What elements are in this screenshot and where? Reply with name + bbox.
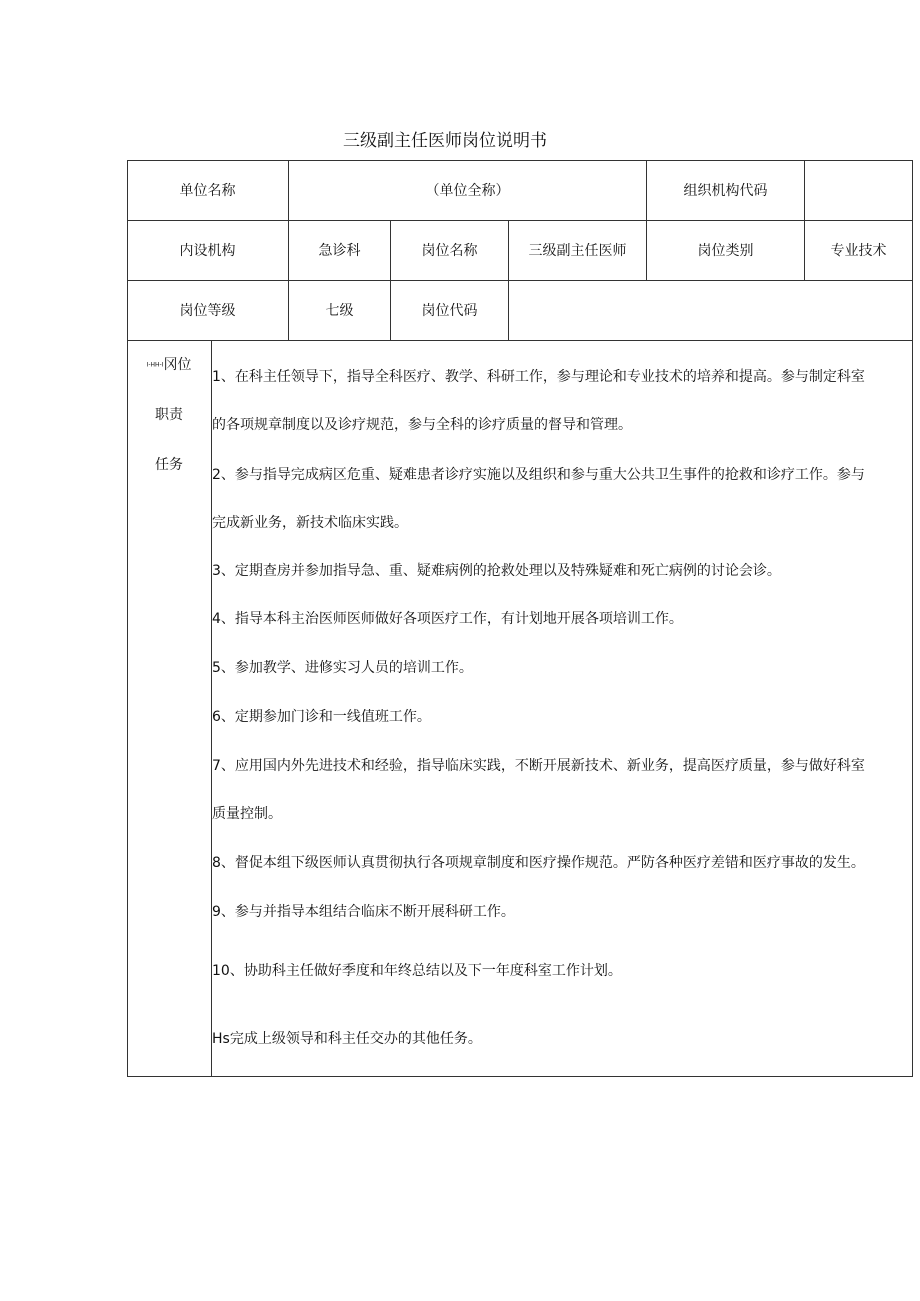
duty-3: 3、定期查房并参加指导急、重、疑难病例的抢救处理以及特殊疑难和死亡病例的讨论会诊。 [212,563,781,579]
duty-9: 9、参与并指导本组结合临床不断开展科研工作。 [212,904,515,920]
duties-label-line1 [127,354,211,374]
org-code-label: 组织机构代码 [683,183,768,199]
unit-name-value: （单位全称） [425,183,510,199]
department-value: 急诊科 [318,243,361,259]
duty-10: 10、协助科主任做好季度和年终总结以及下一年度科室工作计划。 [212,963,622,979]
duty-7b: 质量控制。 [212,806,282,822]
duty-2a: 2、参与指导完成病区危重、疑难患者诊疗实施以及组织和参与重大公共卫生事件的抢救和诊疗工作。参与 [212,467,865,483]
post-level-value: 七级 [325,303,354,319]
duties-label-line3: 任务 [155,457,183,473]
duty-4: 4、指导本科主治医师医师做好各项医疗工作，有计划地开展各项培训工作。 [212,611,683,627]
duty-7a: 7、应用国内外先进技术和经验，指导临床实践，不断开展新技术、新业务，提高医疗质量，参与做好科室 [212,758,865,774]
duties-label-prefix: I-HH-I [146,361,164,369]
table-border-bottom [127,1076,913,1077]
post-name-label: 岗位名称 [421,243,478,259]
duties-label [127,340,211,1077]
duty-1a: 1、在科主任领导下，指导全科医疗、教学、科研工作，参与理论和专业技术的培养和提高。参与制定科室 [212,369,865,385]
post-code-value [509,280,912,340]
job-description-table [127,160,913,1077]
post-level-label: 岗位等级 [179,303,236,319]
duties-label-text1: 冈位 [163,357,192,373]
duty-11: Hs完成上级领导和科主任交办的其他任务。 [212,1031,482,1047]
row-divider [127,340,913,341]
unit-name-label: 单位名称 [179,183,236,199]
org-code-value [805,160,912,220]
post-type-label: 岗位类别 [697,243,754,259]
duty-8: 8、督促本组下级医师认真贯彻执行各项规章制度和医疗操作规范。严防各种医疗差错和医疗事故的发生。 [212,855,865,871]
duty-5: 5、参加教学、进修实习人员的培训工作。 [212,660,473,676]
post-type-value: 专业技术 [830,243,887,259]
post-code-label: 岗位代码 [421,303,478,319]
table-border-right [912,160,913,1077]
page-title: 三级副主任医师岗位说明书 [343,131,547,151]
post-name-value: 三级副主任医师 [528,243,627,259]
duty-2b: 完成新业务，新技术临床实践。 [212,515,408,531]
duties-label-line2: 职责 [155,407,183,423]
department-label: 内设机构 [179,243,236,259]
duty-6: 6、定期参加门诊和一线值班工作。 [212,709,431,725]
duty-1b: 的各项规章制度以及诊疗规范，参与全科的诊疗质量的督导和管理。 [212,417,632,433]
